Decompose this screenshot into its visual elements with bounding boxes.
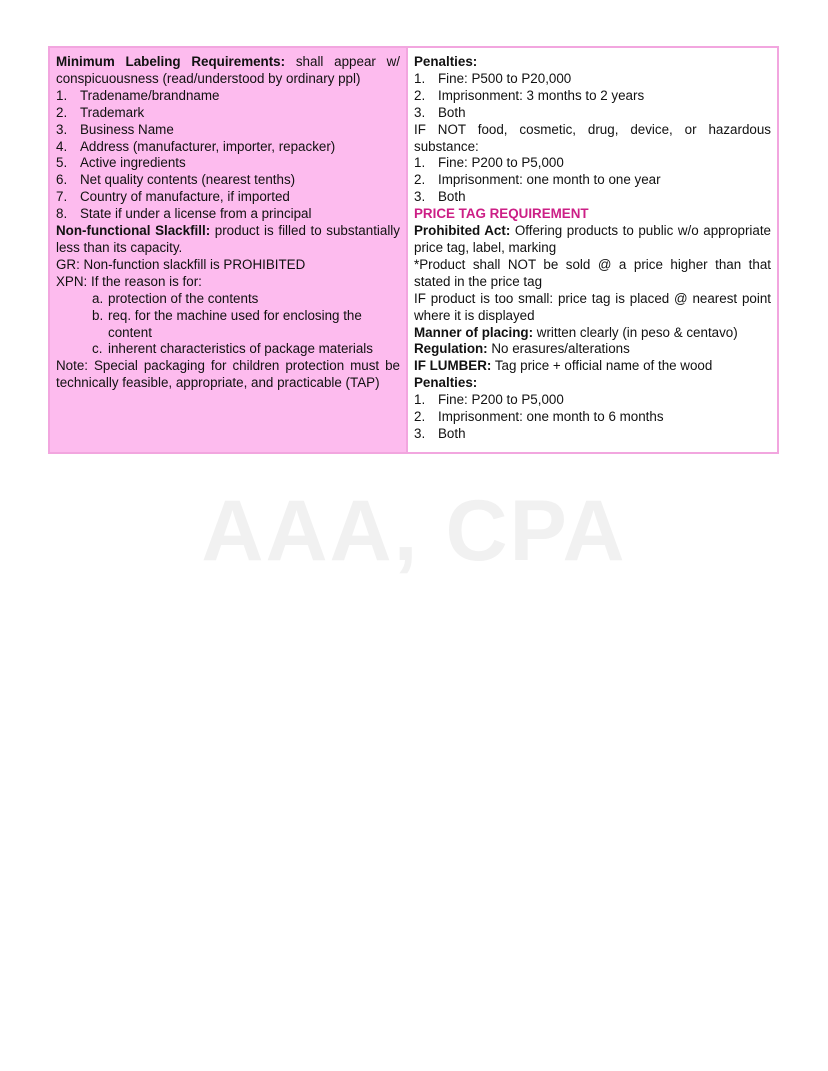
too-small-paragraph: IF product is too small: price tag is placed @ nearest point where it is displayed: [414, 290, 771, 323]
item-text: Fine: P200 to P5,000: [438, 392, 564, 408]
lumber-heading: IF LUMBER:: [414, 358, 492, 374]
penalties-heading-3: [414, 375, 771, 392]
list-item: [92, 341, 400, 358]
list-item: [56, 189, 400, 206]
item-text: req. for the machine used for enclosing the content: [108, 307, 362, 340]
item-text: inherent characteristics of package materials: [108, 341, 373, 357]
item-text: Business Name: [80, 121, 174, 137]
left-column: [50, 48, 408, 452]
list-item: [414, 189, 771, 206]
item-text: Fine: P200 to P5,000: [438, 155, 564, 171]
item-number: 1.: [414, 70, 426, 86]
list-item: [414, 88, 771, 105]
item-number: 7.: [56, 189, 68, 205]
list-item: [414, 392, 771, 409]
item-letter: b.: [92, 307, 104, 323]
list-item: [56, 155, 400, 172]
watermark: AAA, CPA: [201, 483, 627, 579]
xpn-line: XPN: If the reason is for:: [56, 273, 202, 289]
not-sold-paragraph: *Product shall NOT be sold @ a price higher than that stated in the price tag: [414, 256, 771, 289]
regulation-text: No erasures/alterations: [487, 341, 630, 357]
list-item: [92, 291, 400, 308]
penalties-heading-text: Penalties:: [414, 375, 478, 391]
item-number: 3.: [414, 104, 426, 120]
note-paragraph: Note: Special packaging for children protection must be technically feasible, appropriate, and practicable (TAP): [56, 358, 400, 391]
item-number: 4.: [56, 138, 68, 154]
penalties-list: [414, 71, 771, 122]
item-number: 3.: [414, 425, 426, 441]
list-item: [414, 155, 771, 172]
penalties-list-3: [414, 392, 771, 443]
item-text: Imprisonment: 3 months to 2 years: [438, 87, 645, 103]
item-text: Fine: P500 to P20,000: [438, 70, 572, 86]
item-text: protection of the contents: [108, 290, 259, 306]
item-number: 2.: [414, 409, 426, 425]
item-text: Country of manufacture, if imported: [80, 189, 290, 205]
item-number: 6.: [56, 172, 68, 188]
item-text: Both: [438, 425, 466, 441]
item-number: 5.: [56, 155, 68, 171]
item-number: 1.: [414, 155, 426, 171]
penalties-heading: [414, 54, 771, 71]
labeling-text: shall appear w/ conspicuousness (read/understood by ordinary ppl): [56, 54, 400, 86]
gr-line: GR: Non-function slackfill is PROHIBITED: [56, 256, 306, 272]
item-text: State if under a license from a principal: [80, 206, 312, 222]
list-item: [56, 122, 400, 139]
penalties-heading-text: Penalties:: [414, 54, 478, 69]
list-item: [56, 88, 400, 105]
item-text: Both: [438, 189, 466, 205]
item-number: 2.: [414, 172, 426, 188]
price-tag-heading: PRICE TAG REQUIREMENT: [414, 206, 589, 222]
list-item: [56, 139, 400, 156]
item-text: Address (manufacturer, importer, repacker): [80, 138, 336, 154]
list-item: [414, 426, 771, 443]
item-text: Active ingredients: [80, 155, 186, 171]
regulation-heading: Regulation:: [414, 341, 488, 357]
penalties-list-2: [414, 155, 771, 206]
slackfill-text: product is filled to substantially less than its capacity.: [56, 223, 400, 255]
list-item: [56, 206, 400, 223]
item-number: 1.: [414, 392, 426, 408]
manner-heading: Manner of placing:: [414, 324, 534, 340]
item-text: Imprisonment: one month to 6 months: [438, 409, 664, 425]
item-number: 2.: [414, 87, 426, 103]
slackfill-heading: Non-functional Slackfill:: [56, 223, 211, 239]
item-letter: c.: [92, 341, 103, 357]
item-number: 1.: [56, 87, 68, 103]
item-text: Trademark: [80, 104, 145, 120]
labeling-list: [56, 88, 400, 223]
xpn-list: [56, 291, 400, 359]
lumber-text: Tag price + official name of the wood: [491, 358, 713, 374]
prohibited-heading: Prohibited Act:: [414, 223, 511, 239]
item-text: Both: [438, 104, 466, 120]
item-text: Imprisonment: one month to one year: [438, 172, 661, 188]
regulation-paragraph: [414, 341, 771, 358]
list-item: [414, 409, 771, 426]
list-item: [56, 105, 400, 122]
slackfill-paragraph: [56, 223, 400, 257]
list-item: [92, 308, 400, 342]
list-item: [414, 71, 771, 88]
item-text: Net quality contents (nearest tenths): [80, 172, 296, 188]
prohibited-paragraph: [414, 223, 771, 257]
list-item: [414, 172, 771, 189]
item-letter: a.: [92, 290, 104, 306]
item-number: 8.: [56, 206, 68, 222]
item-number: 3.: [56, 121, 68, 137]
manner-text: written clearly (in peso & centavo): [533, 324, 738, 340]
list-item: [56, 172, 400, 189]
manner-paragraph: [414, 325, 771, 342]
item-number: 3.: [414, 189, 426, 205]
labeling-heading: Minimum Labeling Requirements:: [56, 54, 286, 69]
lumber-paragraph: [414, 358, 771, 375]
list-item: [414, 105, 771, 122]
right-column: [408, 48, 777, 452]
labeling-paragraph: [56, 54, 400, 88]
item-text: Tradename/brandname: [80, 87, 220, 103]
notes-table: [48, 46, 779, 454]
prohibited-text: Offering products to public w/o appropriate price tag, label, marking: [414, 223, 772, 255]
item-number: 2.: [56, 104, 68, 120]
if-not-paragraph: IF NOT food, cosmetic, drug, device, or hazardous substance:: [414, 121, 771, 154]
